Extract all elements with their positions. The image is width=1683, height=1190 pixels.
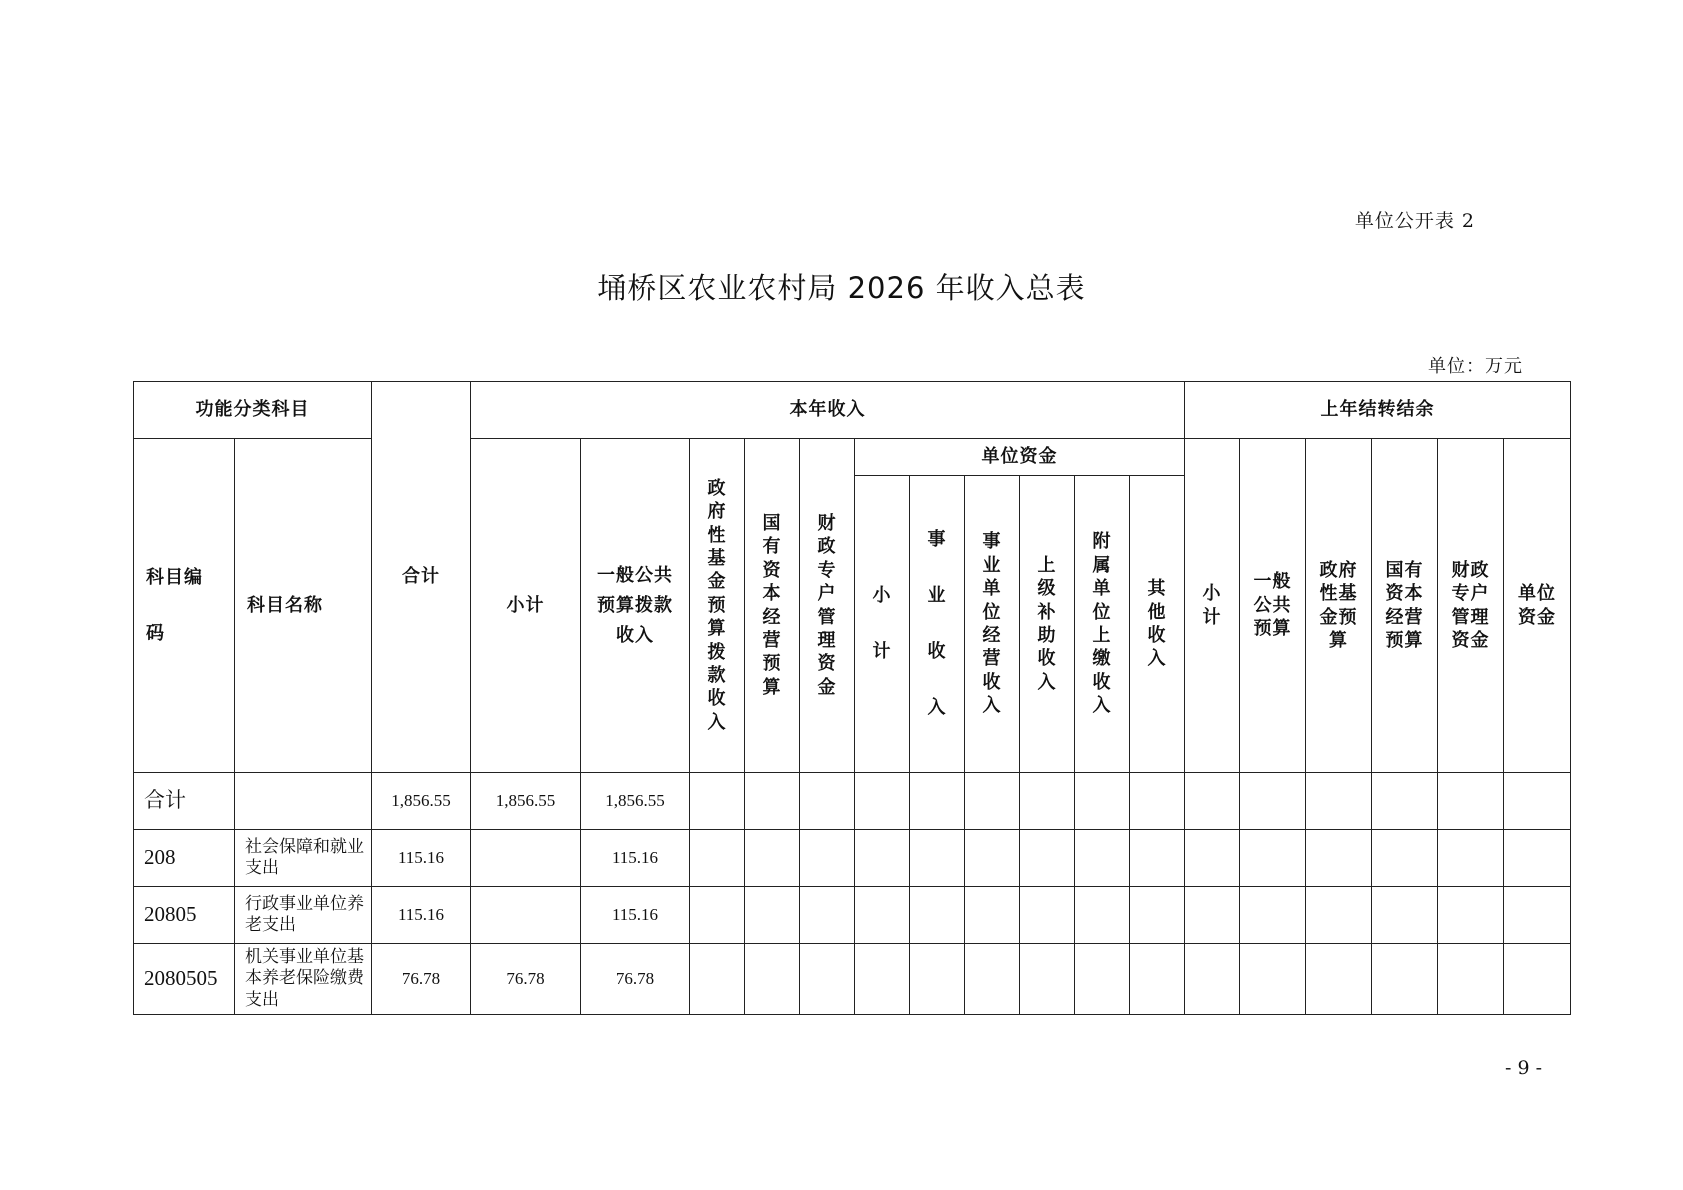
empty-cell <box>1240 773 1306 830</box>
row-code: 20805 <box>134 887 235 944</box>
header-uf-superior-text: 上级补助收入 <box>1037 554 1057 693</box>
header-subject-code <box>134 439 235 773</box>
empty-cell <box>1504 944 1571 1015</box>
empty-cell <box>800 773 855 830</box>
row-code: 208 <box>134 830 235 887</box>
empty-cell <box>1372 830 1438 887</box>
empty-cell <box>855 887 910 944</box>
empty-cell <box>910 944 965 1015</box>
header-co-state-capital-text: 国有资本经营预算 <box>1385 559 1424 651</box>
header-co-general-budget-text: 一般公共预算 <box>1253 571 1292 640</box>
empty-cell <box>1504 773 1571 830</box>
header-uf-business <box>910 476 965 773</box>
empty-cell <box>855 944 910 1015</box>
empty-cell <box>1020 773 1075 830</box>
header-uf-other-text: 其他收入 <box>1147 578 1167 670</box>
empty-cell <box>800 830 855 887</box>
empty-cell <box>1438 773 1504 830</box>
empty-cell <box>745 887 800 944</box>
empty-cell <box>690 944 745 1015</box>
empty-cell <box>1185 887 1240 944</box>
header-cy-gov-fund-text: 政府性基金预算拨款收入 <box>707 477 727 733</box>
form-number: 单位公开表 2 <box>1354 210 1475 232</box>
table-row <box>134 773 1571 830</box>
empty-cell <box>1130 944 1185 1015</box>
row-cy-subtotal <box>471 887 581 944</box>
header-cy-fiscal-account-text: 财政专户管理资金 <box>817 512 837 698</box>
row-total: 115.16 <box>372 830 471 887</box>
empty-cell <box>745 944 800 1015</box>
empty-cell <box>1130 830 1185 887</box>
row-code: 合计 <box>134 773 235 830</box>
empty-cell <box>1504 830 1571 887</box>
empty-cell <box>1372 944 1438 1015</box>
empty-cell <box>910 887 965 944</box>
empty-cell <box>1438 830 1504 887</box>
empty-cell <box>1185 773 1240 830</box>
row-cy-general: 115.16 <box>581 887 690 944</box>
empty-cell <box>1020 887 1075 944</box>
table-row <box>134 887 1571 944</box>
header-uf-operating-text: 事业单位经营收入 <box>982 531 1002 717</box>
empty-cell <box>1185 944 1240 1015</box>
header-uf-superior <box>1020 476 1075 773</box>
header-uf-other <box>1130 476 1185 773</box>
empty-cell <box>1185 830 1240 887</box>
empty-cell <box>1130 773 1185 830</box>
empty-cell <box>1075 944 1130 1015</box>
empty-cell <box>1240 887 1306 944</box>
empty-cell <box>800 887 855 944</box>
header-prior-year-carryover: 上年结转结余 <box>1185 382 1571 439</box>
row-name: 机关事业单位基本养老保险缴费支出 <box>235 944 372 1015</box>
empty-cell <box>800 944 855 1015</box>
header-co-general-budget <box>1240 439 1306 773</box>
row-total: 1,856.55 <box>372 773 471 830</box>
header-cy-general-budget-text: 一般公共预算拨款收入 <box>597 564 673 646</box>
empty-cell <box>965 830 1020 887</box>
page-title: 埇桥区农业农村局 2026 年收入总表 <box>597 271 1086 305</box>
empty-cell <box>910 830 965 887</box>
empty-cell <box>1075 887 1130 944</box>
header-uf-operating <box>965 476 1020 773</box>
empty-cell <box>1306 773 1372 830</box>
header-co-gov-fund <box>1306 439 1372 773</box>
empty-cell <box>855 830 910 887</box>
row-cy-subtotal <box>471 830 581 887</box>
header-functional-category: 功能分类科目 <box>134 382 372 439</box>
header-co-fiscal-account <box>1438 439 1504 773</box>
header-cy-state-capital <box>745 439 800 773</box>
empty-cell <box>1020 944 1075 1015</box>
empty-cell <box>965 773 1020 830</box>
revenue-summary-table <box>133 381 1571 1015</box>
empty-cell <box>690 887 745 944</box>
empty-cell <box>1438 887 1504 944</box>
row-total: 76.78 <box>372 944 471 1015</box>
header-total: 合计 <box>372 382 471 773</box>
empty-cell <box>1306 830 1372 887</box>
empty-cell <box>1306 944 1372 1015</box>
empty-cell <box>1372 773 1438 830</box>
row-cy-subtotal: 76.78 <box>471 944 581 1015</box>
empty-cell <box>745 773 800 830</box>
row-total: 115.16 <box>372 887 471 944</box>
row-cy-subtotal: 1,856.55 <box>471 773 581 830</box>
empty-cell <box>745 830 800 887</box>
empty-cell <box>965 944 1020 1015</box>
empty-cell <box>1075 773 1130 830</box>
empty-cell <box>690 830 745 887</box>
row-name: 行政事业单位养老支出 <box>235 887 372 944</box>
header-cy-state-capital-text: 国有资本经营预算 <box>762 512 782 698</box>
header-current-year-income: 本年收入 <box>471 382 1185 439</box>
empty-cell <box>965 887 1020 944</box>
empty-cell <box>1306 887 1372 944</box>
row-cy-general: 1,856.55 <box>581 773 690 830</box>
row-cy-general: 115.16 <box>581 830 690 887</box>
header-co-subtotal <box>1185 439 1240 773</box>
empty-cell <box>1020 830 1075 887</box>
row-name <box>235 773 372 830</box>
empty-cell <box>1504 887 1571 944</box>
page-number: - 9 - <box>1504 1057 1542 1079</box>
header-uf-subtotal-text: 小计 <box>872 585 892 662</box>
header-subject-name: 科目名称 <box>235 439 372 773</box>
header-co-state-capital <box>1372 439 1438 773</box>
header-unit-funds: 单位资金 <box>855 439 1185 476</box>
header-uf-affiliated <box>1075 476 1130 773</box>
header-co-fiscal-account-text: 财政专户管理资金 <box>1451 559 1490 651</box>
table-row <box>134 830 1571 887</box>
header-uf-business-text: 事业收入 <box>927 529 947 718</box>
header-uf-affiliated-text: 附属单位上缴收入 <box>1092 531 1112 717</box>
empty-cell <box>1130 887 1185 944</box>
unit-label: 单位：万元 <box>1428 356 1523 377</box>
header-subject-code-text: 科目编码 <box>146 566 203 644</box>
empty-cell <box>1372 887 1438 944</box>
empty-cell <box>1075 830 1130 887</box>
header-uf-subtotal <box>855 476 910 773</box>
header-co-subtotal-text: 小计 <box>1202 583 1222 628</box>
header-cy-general-budget <box>581 439 690 773</box>
empty-cell <box>855 773 910 830</box>
empty-cell <box>1240 944 1306 1015</box>
row-code: 2080505 <box>134 944 235 1015</box>
header-co-unit-funds-text: 单位资金 <box>1518 583 1557 628</box>
header-cy-fiscal-account <box>800 439 855 773</box>
header-cy-subtotal: 小计 <box>471 439 581 773</box>
empty-cell <box>1438 944 1504 1015</box>
empty-cell <box>910 773 965 830</box>
empty-cell <box>690 773 745 830</box>
header-co-unit-funds <box>1504 439 1571 773</box>
header-cy-gov-fund <box>690 439 745 773</box>
empty-cell <box>1240 830 1306 887</box>
table-row <box>134 944 1571 1015</box>
row-name: 社会保障和就业支出 <box>235 830 372 887</box>
header-co-gov-fund-text: 政府性基金预算 <box>1319 559 1358 651</box>
row-cy-general: 76.78 <box>581 944 690 1015</box>
